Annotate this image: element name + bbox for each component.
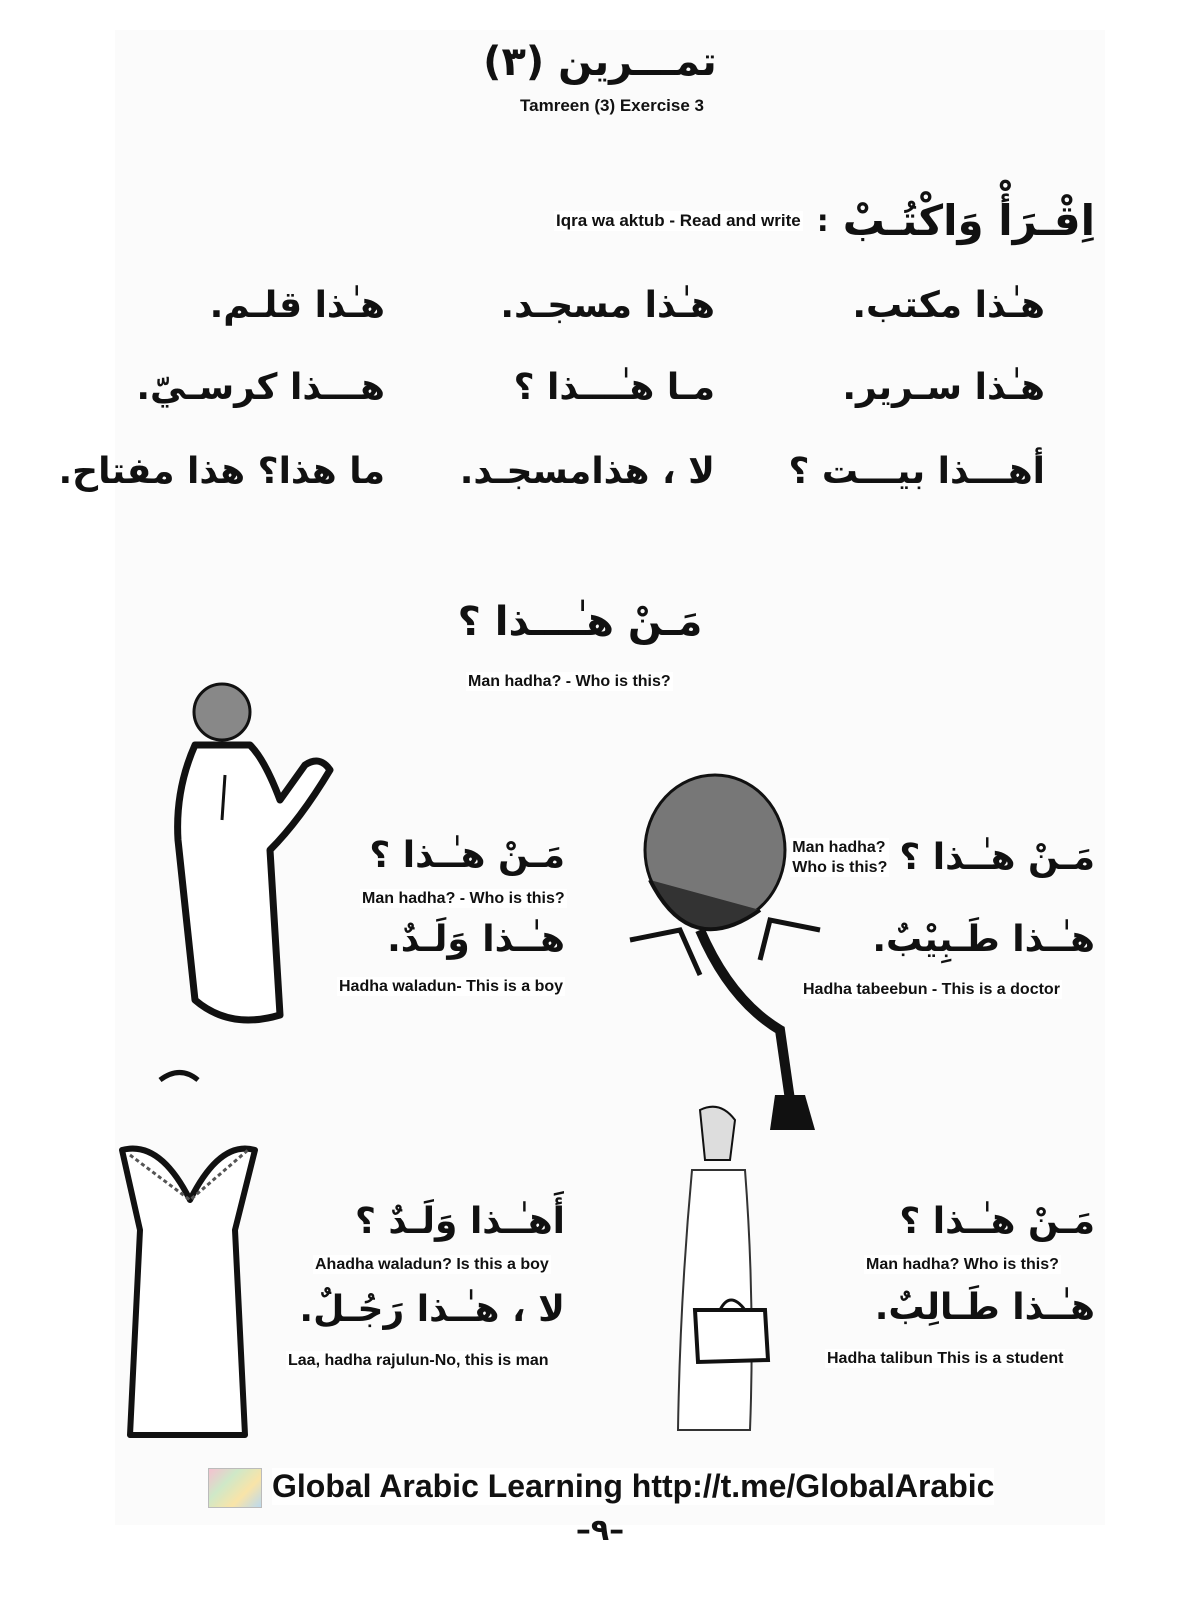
boy-answer-arabic: هـٰـذا وَلَـدٌ.: [387, 919, 565, 960]
boy-question-english: Man hadha? - Who is this?: [362, 890, 565, 907]
reading-item: هـٰذا سـرير.: [842, 367, 1045, 408]
boy-question-arabic: مَـنْ هـٰـذا ؟: [369, 835, 565, 876]
man-answer-arabic: لا ، هـٰـذا رَجُـلٌ.: [299, 1289, 565, 1330]
section-heading-english: Man hadha? - Who is this?: [468, 673, 671, 690]
instruction-colon: :: [816, 203, 829, 239]
reading-item: ما هذا؟ هذا مفتاح.: [58, 451, 385, 492]
doctor-question-arabic: مَـنْ هـٰـذا ؟: [899, 837, 1095, 878]
reading-item: هـٰذا قلـم.: [209, 285, 385, 326]
reading-item: هـــذا كرسـيّ.: [136, 367, 385, 408]
student-question-arabic: مَـنْ هـٰـذا ؟: [899, 1201, 1095, 1242]
reading-item: لا ، هذامسجـد.: [459, 451, 715, 492]
section-heading-arabic: مَـنْ هـٰـــذا ؟: [457, 599, 703, 645]
reading-item: أهـــذا بيـــت ؟: [788, 451, 1045, 492]
brand-link[interactable]: Global Arabic Learning http://t.me/GlobalArabic: [272, 1468, 995, 1504]
student-question-english: Man hadha? Who is this?: [866, 1256, 1059, 1273]
exercise-title-arabic: تمـــرين (٣): [483, 39, 717, 85]
man-answer-english: Laa, hadha rajulun-No, this is man: [288, 1352, 549, 1369]
instruction-english: Iqra wa aktub - Read and write: [556, 211, 801, 230]
doctor-answer-english: Hadha tabeebun - This is a doctor: [803, 981, 1060, 998]
student-answer-english: Hadha talibun This is a student: [827, 1350, 1064, 1367]
doctor-answer-arabic: هـٰـذا طَـبِيْبٌ.: [872, 919, 1095, 960]
man-question-arabic: أَهـٰـذا وَلَـدٌ ؟: [355, 1201, 565, 1242]
student-answer-arabic: هـٰـذا طَـالِبٌ.: [874, 1287, 1095, 1328]
boy-answer-english: Hadha waladun- This is a boy: [339, 978, 564, 995]
brand-logo: [208, 1468, 262, 1508]
doctor-question-english-1: Man hadha?: [790, 838, 889, 857]
doctor-question-english-2: Who is this?: [792, 858, 888, 876]
exercise-title-english: Tamreen (3) Exercise 3: [520, 96, 704, 115]
reading-item: مـا هـٰـــذا ؟: [513, 367, 715, 408]
man-question-english: Ahadha waladun? Is this a boy: [315, 1256, 549, 1273]
instruction-arabic: اِقْـرَأْ وَاكْتُـبْ: [842, 196, 1095, 245]
reading-item: هـٰذا مسجـد.: [500, 285, 715, 326]
reading-item: هـٰذا مكتب.: [852, 285, 1045, 326]
page-number: –٩–: [575, 1513, 625, 1548]
